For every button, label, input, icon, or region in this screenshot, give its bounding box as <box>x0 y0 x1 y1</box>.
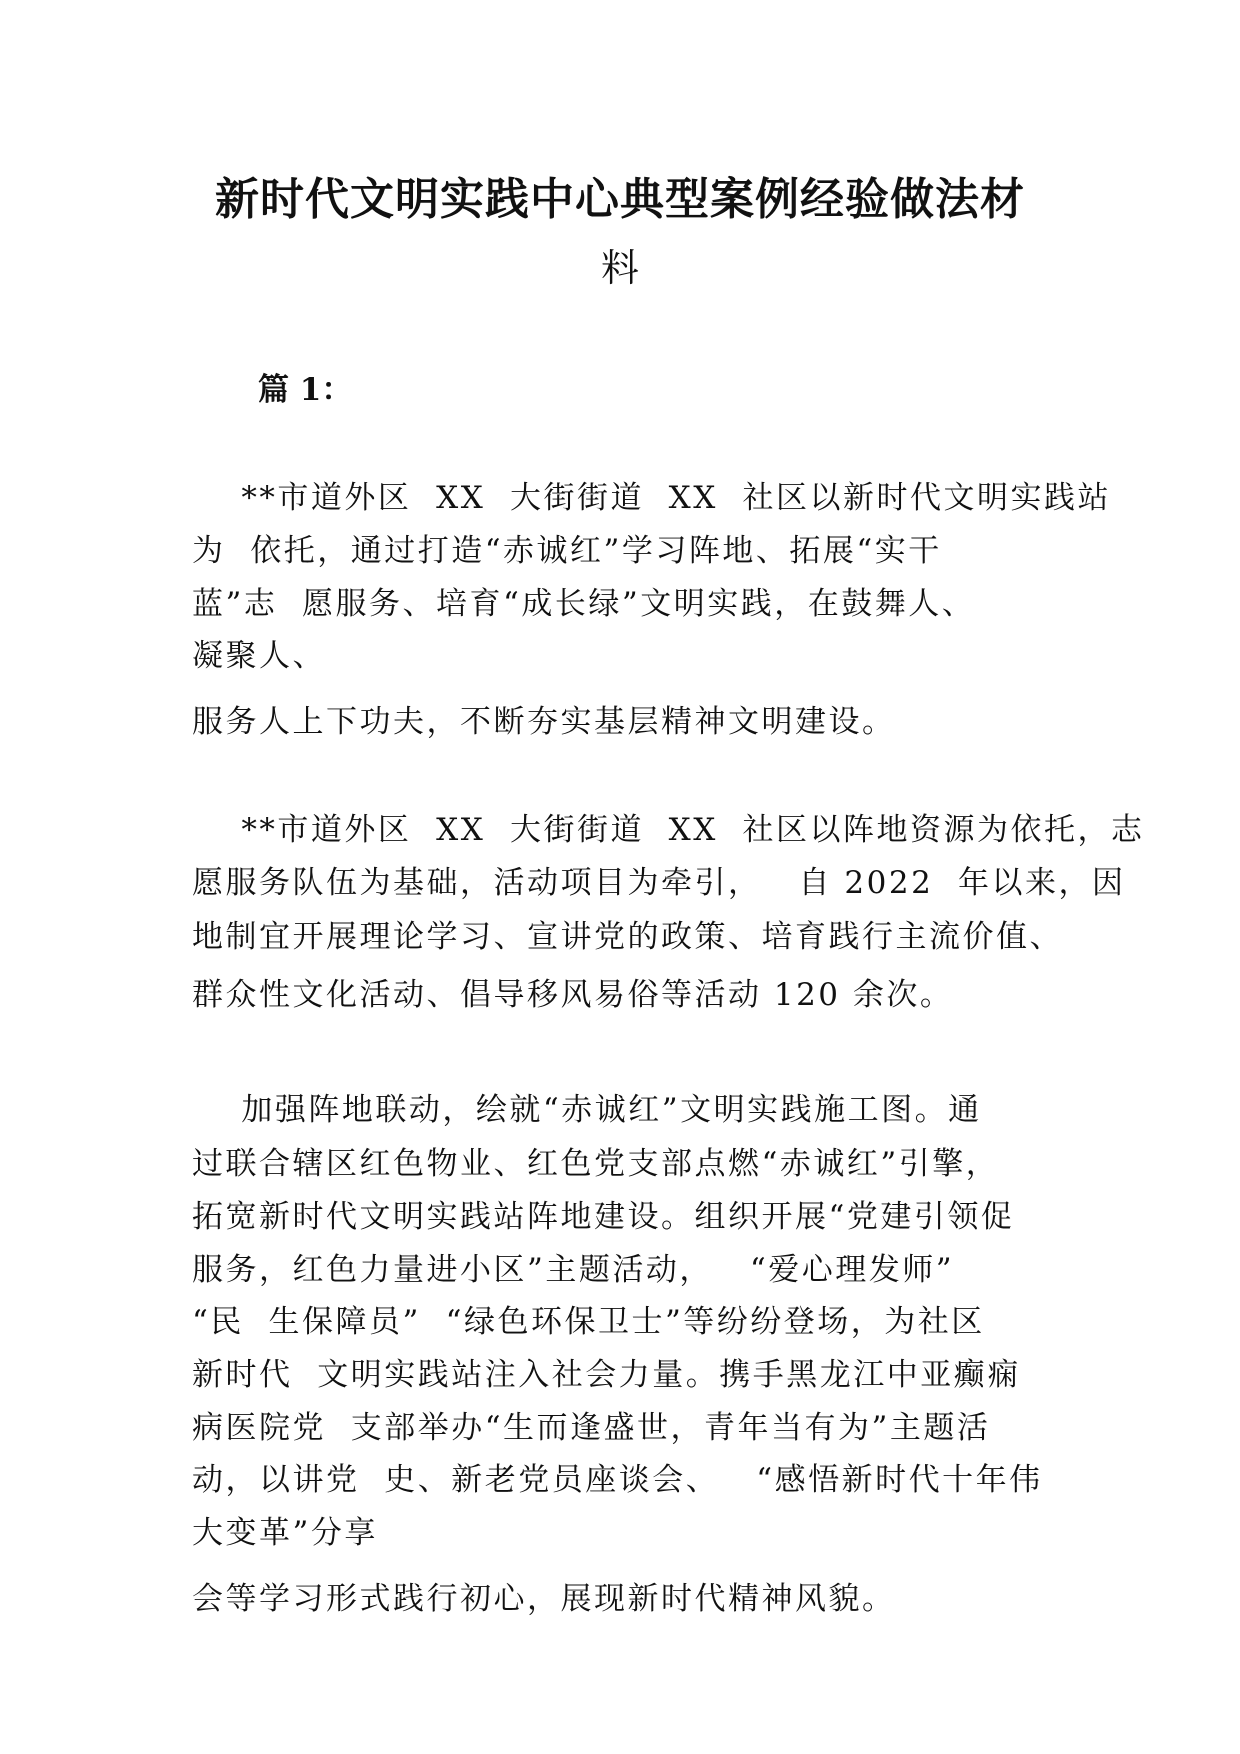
paragraph-2-line-4: 群众性文化活动、倡导移风易俗等活动 120 余次。 <box>192 977 954 1013</box>
paragraph-3-line-5: “民 生保障员” “绿色环保卫士”等纷纷登场，为社区 <box>192 1304 985 1340</box>
paragraph-3-line-3: 拓宽新时代文明实践站阵地建设。组织开展“党建引领促 <box>192 1199 1015 1235</box>
paragraph-2-line-1: **市道外区 XX 大街街道 XX 社区以阵地资源为依托，志 <box>192 812 1145 848</box>
paragraph-2-line-2: 愿服务队伍为基础，活动项目为牵引， 自 2022 年以来，因 <box>192 865 1126 901</box>
paragraph-3-line-10: 会等学习形式践行初心，展现新时代精神风貌。 <box>192 1581 896 1617</box>
paragraph-3-line-4: 服务，红色力量进小区”主题活动， “爱心理发师” <box>192 1252 955 1288</box>
paragraph-3-line-2: 过联合辖区红色物业、红色党支部点燃“赤诚红”引擎， <box>192 1146 1000 1182</box>
paragraph-3-line-8: 动，以讲党 史、新老党员座谈会、 “感悟新时代十年伟 <box>192 1462 1043 1498</box>
paragraph-1-line-3: 蓝”志 愿服务、培育“成长绿”文明实践，在鼓舞人、 <box>192 586 976 622</box>
paragraph-1-line-1: **市道外区 XX 大街街道 XX 社区以新时代文明实践站 <box>192 480 1112 516</box>
document-title: 新时代文明实践中心典型案例经验做法材 <box>215 174 1025 225</box>
paragraph-3-line-9: 大变革”分享 <box>192 1515 378 1551</box>
paragraph-1-line-4: 凝聚人、 <box>192 638 326 674</box>
paragraph-2-line-3: 地制宜开展理论学习、宣讲党的政策、培育践行主流价值、 <box>192 919 1063 955</box>
paragraph-3-line-1: 加强阵地联动，绘就“赤诚红”文明实践施工图。通 <box>192 1092 982 1128</box>
paragraph-3-line-6: 新时代 文明实践站注入社会力量。携手黑龙江中亚癫痫 <box>192 1357 1021 1393</box>
section-heading: 篇 1： <box>258 372 353 408</box>
paragraph-3-line-7: 病医院党 支部举办“生而逢盛世，青年当有为”主题活 <box>192 1410 991 1446</box>
paragraph-1-line-5: 服务人上下功夫，不断夯实基层精神文明建设。 <box>192 704 896 740</box>
paragraph-1-line-2: 为 依托，通过打造“赤诚红”学习阵地、拓展“实干 <box>192 533 942 569</box>
document-title-continuation: 料 <box>600 246 639 290</box>
